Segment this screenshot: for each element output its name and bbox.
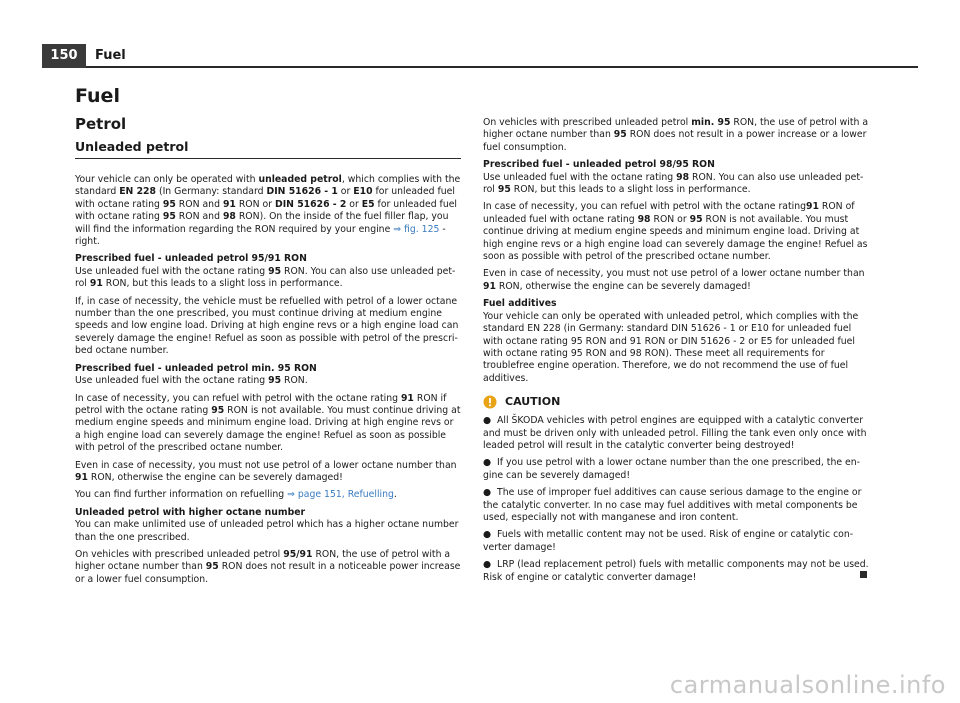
paragraph: On vehicles with prescribed unleaded petrol 95/91 RON, the use of petrol with a higher octane number than 95 RON does not result in a noticeable power increase or a lower fuel consumption. [75,548,461,585]
paragraph: If, in case of necessity, the vehicle must be refuelled with petrol of a lower octane number than the one prescribed, you must continue driving at medium engine speeds and low engine load. Driving at high engine revs or a high engine load can severely damage the engine! Refuel as soon as possible with petrol of the prescri-bed octane number. [75,295,459,357]
caution-bullet: ● The use of improper fuel additives can cause serious damage to the engine or the catalytic converter. In no case may fuel additives with metal components be used, especially not with manganese and iron content. [483,487,862,523]
subheading: Unleaded petrol with higher octane number [75,506,306,518]
watermark: carmanualsonline.info [669,671,946,699]
paragraph: You can find further information on refuelling ⇒ page 151, Refuelling. [75,489,397,501]
bullet-icon: ● [483,487,498,499]
header-rule [86,66,918,68]
refuelling-link[interactable]: ⇒ page 151, Refuelling [287,489,394,501]
paragraph: In case of necessity, you can refuel with petrol with the octane rating91 RON of unleaded fuel with octane rating 98 RON or 95 RON is not available. You must continue driving at medium engine speeds and minimum engine load. Driving at high engine revs or a high engine load can severely damage the engine! Refuel as soon as possible with petrol of the prescribed octane number. [483,201,868,263]
fig-link[interactable]: ⇒ fig. 125 [393,223,440,235]
subheading: Prescribed fuel - unleaded petrol min. 95 RON [75,362,317,374]
chapter-title: Fuel [75,85,120,107]
section-title: Petrol [75,115,127,133]
subsection-title: Unleaded petrol [75,139,461,159]
left-column [75,84,461,591]
subheading: Prescribed fuel - unleaded petrol 98/95 RON [483,159,715,171]
subheading: Prescribed fuel - unleaded petrol 95/91 RON [75,253,307,265]
bullet-icon: ● [483,529,498,541]
bullet-icon: ● [483,415,498,427]
subheading: Fuel additives [483,298,557,310]
paragraph: In case of necessity, you can refuel with petrol with the octane rating 91 RON if petrol with the octane rating 95 RON is not available. You must continue driving at medium engine speeds and minimum engine load. Driving at high engine revs or a high engine load can severely damage the engine! Refuel as soon as possible with petrol of the prescribed octane number. [75,392,461,454]
paragraph: Your vehicle can only be operated with unleaded petrol, which complies with the standard EN 228 (in Germany: standard DIN 51626 - 1 or E10 for unleaded fuel with octane rating 95 RON and 91 RON or DIN 51626 - 2 or E5 for unleaded fuel with octane rating 95 RON and 98 RON). These meet all requirements for troublefree engine operation. Therefore, we do not recommend the use of fuel additives. [483,310,859,384]
caution-bullet: ● LRP (lead replacement petrol) fuels with metallic components may not be used. Risk of engine or catalytic converter damage! [483,559,869,583]
section-end-icon [860,571,867,578]
paragraph: Use unleaded fuel with the octane rating 95 RON. [75,375,308,387]
paragraph: Even in case of necessity, you must not use petrol of a lower octane number than 91 RON, otherwise the engine can be severely damaged! [75,459,457,483]
paragraph: Use unleaded fuel with the octane rating 98 RON. You can also use unleaded pet-rol 95 RON, but this leads to a slight loss in performance. [483,171,864,196]
paragraph: Use unleaded fuel with the octane rating 95 RON. You can also use unleaded pet-rol 91 RON, but this leads to a slight loss in performance. [75,265,456,290]
bullet-icon: ● [483,559,498,571]
paragraph: Even in case of necessity, you must not use petrol of a lower octane number than 91 RON, otherwise the engine can be severely damaged! [483,268,865,292]
right-column [483,117,869,589]
paragraph: On vehicles with prescribed unleaded petrol min. 95 RON, the use of petrol with a higher octane number than 95 RON does not result in a power increase or a lower fuel consumption. [483,117,869,153]
caution-bullet: ● All ŠKODA vehicles with petrol engines are equipped with a catalytic converter and must be driven only with unleaded petrol. Filling the tank even only once with leaded petrol will result in the catalytic converter being destroyed! [483,415,867,451]
bullet-icon: ● [483,457,498,469]
caution-title: CAUTION [505,394,561,408]
caution-icon [483,395,497,409]
page-header [42,44,918,68]
page-number: 150 [42,44,86,68]
intro-paragraph: Your vehicle can only be operated with unleaded petrol, which complies with the standard EN 228 (In Germany: standard DIN 51626 - 1 or E10 for unleaded fuel with octane rating 95 RON and 91 RON or DIN 51626 - 2 or E5 for unleaded fuel with octane rating 95 RON and 98 RON). On the inside of the fuel filler flap, you will find the information regarding the RON required by your engine ⇒ fig. 125 - right. [75,174,461,248]
caution-bullet: ● If you use petrol with a lower octane number than the one prescribed, the en-gine can be severely damaged! [483,457,860,481]
running-title: Fuel [95,48,126,63]
caution-heading [483,395,869,409]
paragraph: You can make unlimited use of unleaded petrol which has a higher octane number than the one prescribed. [75,519,459,543]
caution-bullet: ● Fuels with metallic content may not be used. Risk of engine or catalytic con-verter damage! [483,529,854,553]
